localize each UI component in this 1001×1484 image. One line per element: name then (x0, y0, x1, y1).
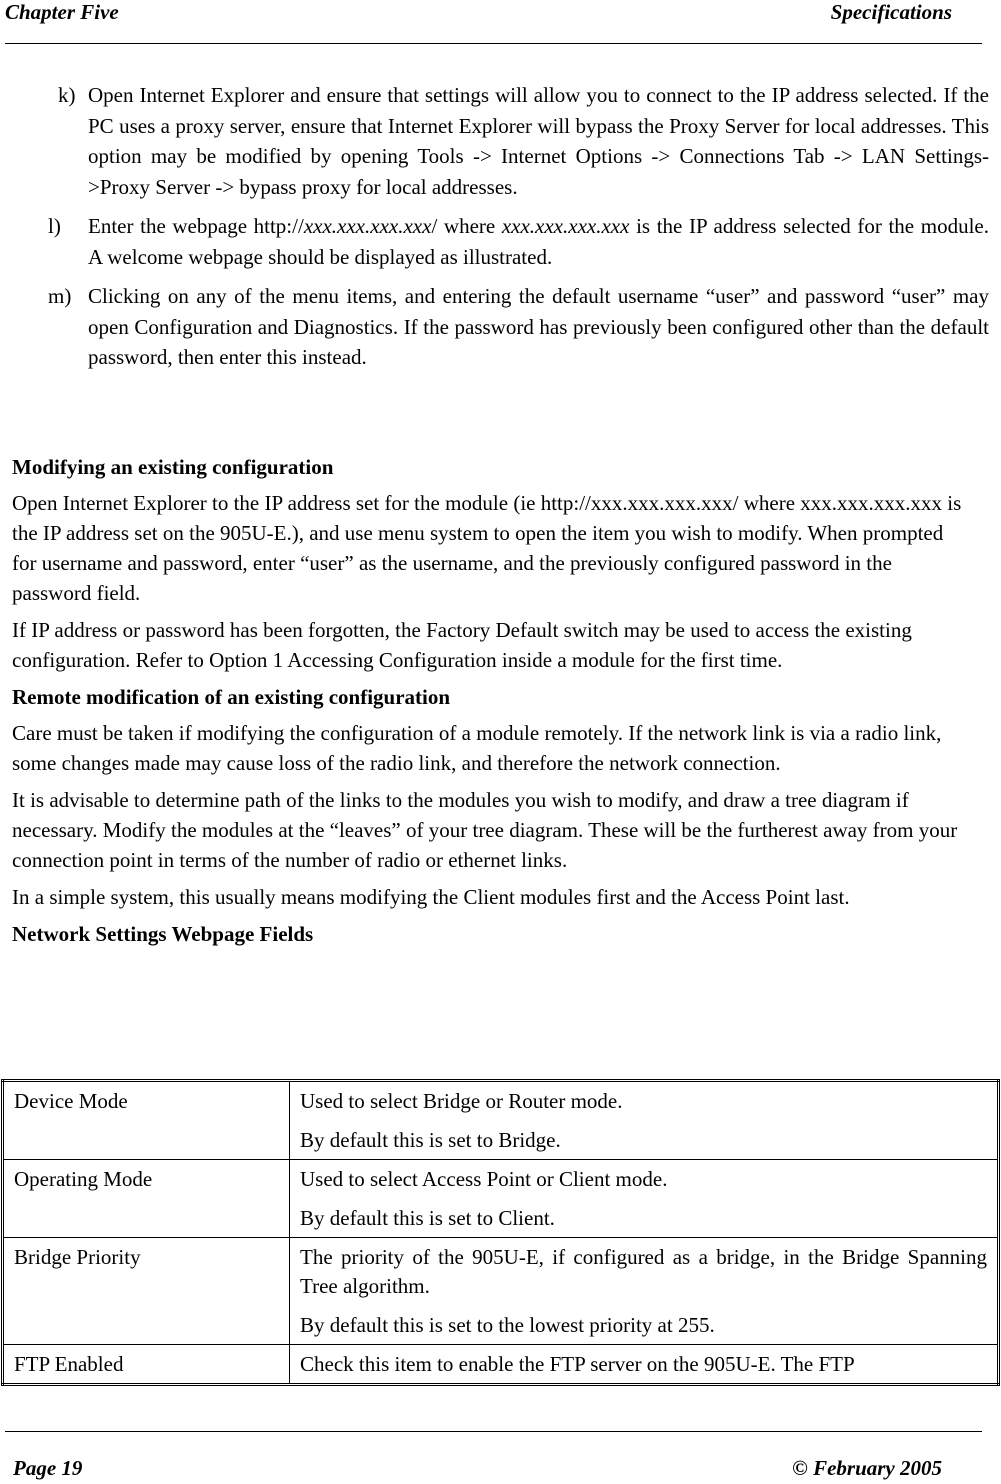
section-heading: Remote modification of an existing configuration (12, 685, 451, 709)
footer-rule (5, 1431, 982, 1432)
section-title: Specifications (830, 0, 952, 24)
chapter-title: Chapter Five (5, 0, 119, 24)
list-text-pre: Enter the webpage http:// (88, 214, 304, 238)
table-row (3, 1238, 999, 1345)
paragraph: In a simple system, this usually means modifying the Client modules first and the Access Point last. (12, 885, 850, 909)
field-name: Operating Mode (3, 1160, 290, 1238)
fields-table (1, 1079, 1000, 1386)
ip-placeholder: xxx.xxx.xxx.xxx (501, 214, 630, 238)
list-text: Clicking on any of the menu items, and entering the default username “user” and password “user” may open Configuration and Diagnostics. If the password has previously been configured other than the default password, then enter this instead. (88, 284, 989, 369)
body-content (12, 452, 972, 955)
list-text: Open Internet Explorer and ensure that settings will allow you to connect to the IP address selected. If the PC uses a proxy server, ensure that Internet Explorer will bypass the Proxy Server for local addresses. This option may be modified by opening Tools -> Internet Options -> Connections Tab -> LAN Settings->Proxy Server -> bypass proxy for local addresses. (88, 83, 989, 199)
table-row (3, 1345, 999, 1385)
page-header (0, 0, 1001, 30)
paragraph: Open Internet Explorer to the IP address set for the module (ie http://xxx.xxx.xxx.xxx/ where xxx.xxx.xxx.xxx is the IP address set on the 905U-E.), and use menu system to open the item you wish to modify. When prompted for username and password, enter “user” as the username, and the previously configured password in the password field. (12, 491, 962, 605)
list-text-mid: / where (431, 214, 502, 238)
paragraph: If IP address or password has been forgotten, the Factory Default switch may be used to access the existing configuration. Refer to Option 1 Accessing Configuration inside a module for the first time. (12, 618, 912, 672)
field-name: FTP Enabled (3, 1345, 290, 1385)
list-label: l) (48, 214, 61, 238)
description-line: By default this is set to Client. (300, 1206, 555, 1230)
list-item (12, 80, 989, 202)
description-line: By default this is set to Bridge. (300, 1128, 561, 1152)
list-item (12, 211, 989, 272)
header-rule (5, 43, 982, 44)
step-list (12, 80, 989, 382)
field-description (290, 1345, 999, 1385)
description-line: Check this item to enable the FTP server on the 905U-E. The FTP (300, 1352, 855, 1376)
field-name: Device Mode (3, 1081, 290, 1160)
list-text-post: is the IP address selected for the module. A welcome webpage should be displayed as illustrated. (88, 214, 989, 269)
page-number: Page 19 (13, 1456, 83, 1480)
section-heading: Network Settings Webpage Fields (12, 922, 314, 946)
table-row (3, 1081, 999, 1160)
description-line: The priority of the 905U-E, if configured as a bridge, in the Bridge Spanning Tree algorithm. (300, 1245, 987, 1298)
section-heading: Modifying an existing configuration (12, 455, 334, 479)
field-description (290, 1238, 999, 1345)
field-description (290, 1081, 999, 1160)
description-line: Used to select Bridge or Router mode. (300, 1089, 623, 1113)
field-description (290, 1160, 999, 1238)
table-row (3, 1160, 999, 1238)
list-label: k) (58, 83, 76, 107)
list-item (12, 281, 989, 373)
ip-placeholder: xxx.xxx.xxx.xxx (303, 214, 432, 238)
description-line: By default this is set to the lowest priority at 255. (300, 1313, 715, 1337)
list-label: m) (48, 284, 72, 308)
paragraph: It is advisable to determine path of the links to the modules you wish to modify, and draw a tree diagram if necessary. Modify the modules at the “leaves” of your tree diagram. These will be the furtherest away from your connection point in terms of the number of radio or ethernet links. (12, 788, 958, 872)
field-name: Bridge Priority (3, 1238, 290, 1345)
description-line: Used to select Access Point or Client mode. (300, 1167, 668, 1191)
copyright-date: © February 2005 (792, 1456, 942, 1480)
paragraph: Care must be taken if modifying the configuration of a module remotely. If the network link is via a radio link, some changes made may cause loss of the radio link, and therefore the network connection. (12, 721, 942, 775)
